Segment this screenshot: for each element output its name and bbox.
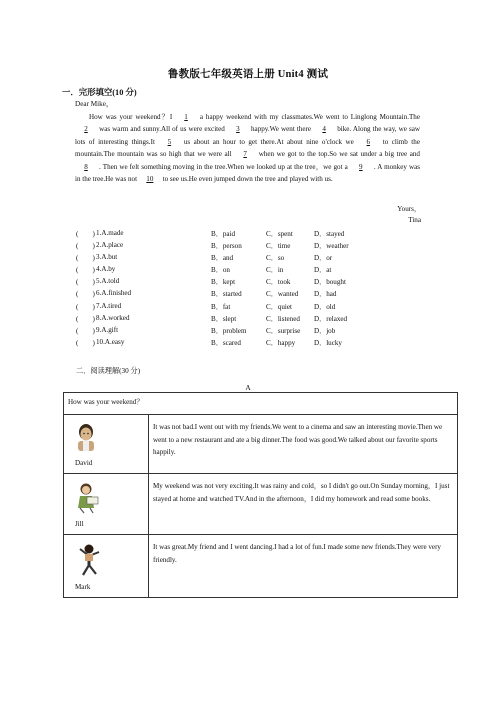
option-a: 3.A.but (96, 253, 118, 262)
passage-text: . Then we felt something moving in the tree.When we looked up at the tree，we got a (97, 162, 350, 171)
option-d: D．bought (314, 278, 346, 287)
option-c: C．spent (266, 230, 293, 238)
option-c: C．took (266, 278, 291, 287)
option-c: C．time (266, 242, 291, 251)
option-b: B．slept (211, 314, 237, 323)
passage-label: A (245, 383, 251, 392)
blank-number: 9 (359, 162, 363, 171)
question-row (76, 265, 406, 277)
question-row (76, 253, 406, 265)
option-b: B．problem (211, 326, 247, 335)
passage-text: was warm and sunny.All of us were excited (97, 125, 227, 134)
option-d: D．at (314, 266, 332, 275)
passage-text: How was your weekend？I (89, 113, 176, 121)
option-c: C．in (266, 266, 284, 275)
boy-dancing-icon (75, 543, 103, 577)
person-cell (64, 474, 149, 535)
option-d: D．relaxed (314, 314, 348, 323)
letter-signature: Tina (408, 216, 421, 224)
passage-text: a happy weekend with my classmates.We went to Linglong Mountain.The (197, 113, 420, 121)
girl-reading-icon (75, 482, 101, 514)
person-cell (64, 415, 149, 474)
passage-text: to see us.He even jumped down the tree and played with us. (160, 175, 333, 184)
person-name: David (75, 459, 93, 467)
cloze-passage (75, 111, 420, 185)
option-d: D．had (314, 290, 337, 299)
option-b: B．started (211, 290, 242, 299)
option-a: 5.A.told (96, 277, 120, 286)
question-row (76, 229, 406, 241)
passage-text: happy.We went there (248, 125, 314, 134)
question-row (76, 314, 406, 326)
blank-number: 1 (184, 113, 188, 121)
letter-closing: Yours， (397, 205, 421, 213)
passage-text: . A monkey was in the tree.He was not (75, 162, 421, 184)
option-c: C．so (266, 254, 285, 263)
blank-number: 6 (366, 137, 371, 146)
option-b: B．on (211, 266, 230, 275)
option-d: D．or (314, 254, 333, 263)
comment-text: It was great.My friend and I went dancing.I had a lot of fun.I made some new friends.They were very friendly. (149, 535, 458, 598)
blank-number: 4 (322, 125, 326, 134)
answer-bracket: ( ) (76, 314, 95, 323)
comment-text: It was not bad.I went out with my friends.We went to a cinema and saw an interesting movie.Then we went to a new restaurant and ate a big dinner.The food was good.We talked about our favorite sports happily. (149, 415, 458, 474)
option-a: 10.A.easy (96, 337, 125, 346)
person-name: Jill (75, 520, 84, 528)
page-title: 鲁教版七年级英语上册 Unit4 测试 (167, 69, 329, 80)
passage-text: when we got to the top.So we sat under a big tree and (256, 150, 420, 159)
option-b: B．fat (211, 302, 231, 311)
passage-text: us about an hour to get there.At about nine o'clock we (180, 137, 358, 146)
section-heading-cloze: 一．完形填空(10 分) (62, 88, 137, 97)
option-c: C．quiet (266, 302, 293, 311)
letter-greeting: Dear Mike， (75, 100, 114, 108)
option-a: 8.A.worked (96, 313, 130, 322)
option-b: B．person (211, 242, 242, 251)
option-a: 1.A.made (96, 229, 124, 237)
option-d: D．stayed (314, 230, 345, 238)
option-a: 7.A.tired (96, 301, 122, 310)
person-name: Mark (75, 583, 91, 591)
blank-number: 3 (236, 125, 240, 134)
table-row (64, 535, 458, 598)
answer-bracket: ( ) (76, 230, 95, 238)
option-c: C．surprise (266, 326, 301, 335)
answer-bracket: ( ) (76, 254, 95, 263)
blank-number: 8 (84, 162, 88, 171)
table-row (64, 474, 458, 535)
answer-bracket: ( ) (76, 302, 95, 311)
answer-bracket: ( ) (76, 338, 95, 347)
blank-number: 5 (167, 137, 172, 146)
option-c: C．wanted (266, 290, 299, 299)
comment-text: My weekend was not very exciting.It was rainy and cold，so I didn't go out.On Sunday morning，I just stayed at home and watched TV.And in the afternoon，I did my homework and read some books. (149, 474, 458, 535)
option-c: C．listened (266, 314, 300, 323)
answer-bracket: ( ) (76, 326, 95, 335)
answer-bracket: ( ) (76, 290, 95, 299)
answer-bracket: ( ) (76, 242, 95, 251)
option-a: 6.A.finished (96, 289, 132, 298)
question-row (76, 289, 406, 301)
option-b: B．scared (211, 338, 241, 347)
option-a: 9.A.gift (96, 325, 119, 334)
question-row (76, 241, 406, 253)
table-header: How was your weekend？ (64, 393, 458, 415)
person-cell (64, 535, 149, 598)
question-row (76, 302, 406, 314)
blank-number: 2 (84, 125, 88, 134)
question-row (76, 326, 406, 338)
option-d: D．old (314, 302, 336, 311)
option-c: C．happy (266, 338, 296, 347)
reading-table (63, 392, 458, 598)
answer-bracket: ( ) (76, 266, 95, 275)
passage-text: bike. Along the way, we saw lots of interesting things.It (75, 125, 421, 146)
boy-portrait-icon (75, 423, 97, 451)
table-row (64, 415, 458, 474)
cloze-options-list (76, 229, 406, 350)
question-row (76, 338, 406, 350)
option-b: B．kept (211, 278, 236, 287)
answer-bracket: ( ) (76, 278, 95, 287)
blank-number: 7 (243, 150, 247, 159)
passage-text: to climb the mountain.The mountain was so high that we were all (75, 137, 420, 159)
option-d: D．weather (314, 242, 349, 251)
section-heading-reading: 二．阅读理解(30 分) (76, 367, 141, 375)
blank-number: 10 (146, 175, 154, 184)
option-d: D．job (314, 326, 336, 335)
option-b: B．and (211, 254, 234, 263)
option-a: 4.A.by (96, 265, 116, 274)
question-row (76, 277, 406, 289)
option-a: 2.A.place (96, 241, 124, 250)
option-d: D．lucky (314, 338, 342, 347)
option-b: B．paid (211, 230, 236, 238)
